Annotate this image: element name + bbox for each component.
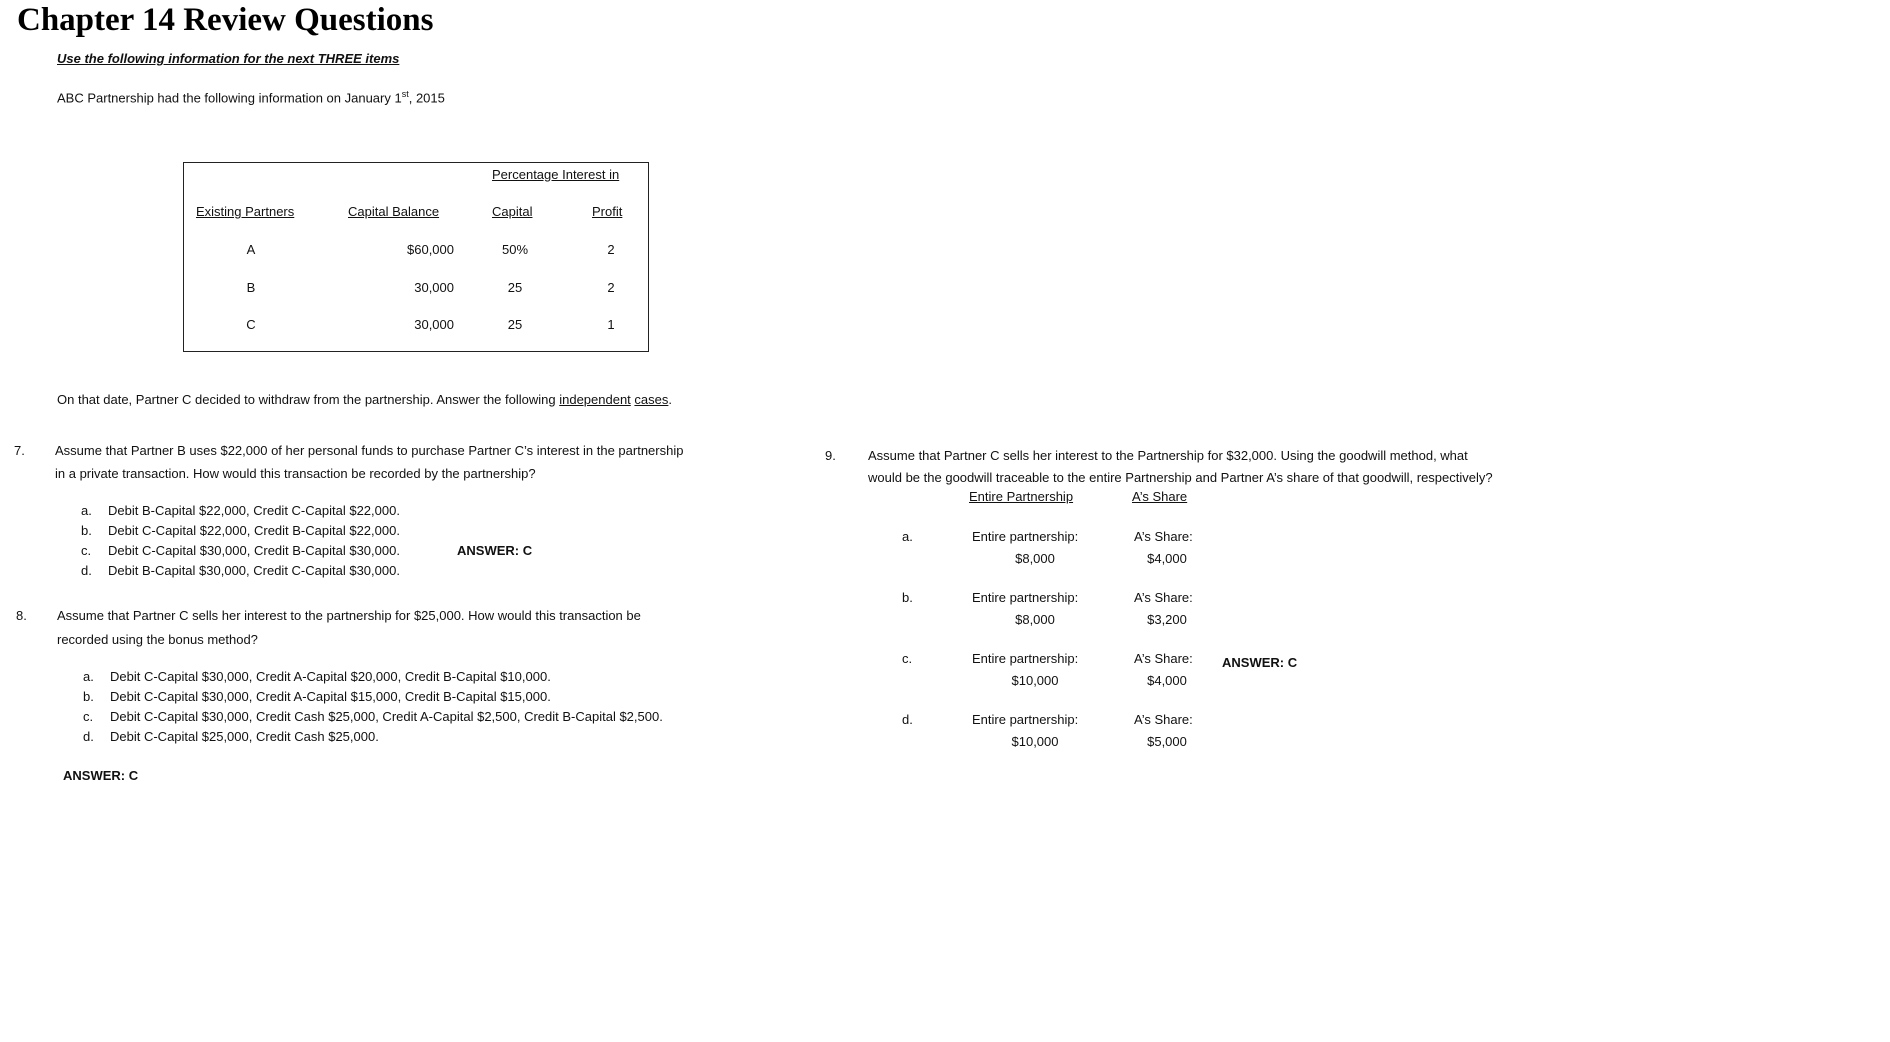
q9-line1: Assume that Partner C sells her interest to the Partnership for $32,000. Using the goodwill method, what [868, 448, 1468, 463]
q9-line2: would be the goodwill traceable to the entire Partnership and Partner A’s share of that goodwill, respectively? [868, 470, 1493, 485]
q8-line2: recorded using the bonus method? [57, 632, 258, 647]
q9-option-c-value2: $4,000 [1147, 673, 1187, 688]
q9-option-a-letter: a. [902, 529, 913, 544]
q9-option-b-letter: b. [902, 590, 913, 605]
row-c-capital: 25 [507, 317, 523, 332]
info-prefix: ABC Partnership had the following information on January 1 [57, 90, 402, 106]
q9-option-c-label2: A’s Share: [1134, 651, 1193, 666]
header-capital: Capital [492, 204, 533, 219]
q8-option-d-letter: d. [83, 729, 94, 744]
row-a-capital: 50% [501, 242, 529, 257]
withdraw-note-cases: cases [634, 392, 669, 407]
q9-option-c-letter: c. [902, 651, 913, 666]
row-a-partner: A [246, 242, 256, 257]
q7-option-a-letter: a. [81, 503, 92, 518]
q7-line2: in a private transaction. How would this transaction be recorded by the partnership? [55, 466, 536, 481]
q8-answer: ANSWER: C [63, 768, 139, 783]
q8-option-a-letter: a. [83, 669, 94, 684]
header-existing-partners: Existing Partners [196, 204, 295, 219]
q9-option-b-label1: Entire partnership: [972, 590, 1079, 605]
row-c-partner: C [246, 317, 256, 332]
q7-answer: ANSWER: C [457, 543, 533, 558]
q9-option-a-label2: A’s Share: [1134, 529, 1193, 544]
header-profit: Profit [592, 204, 623, 219]
row-b-partner: B [246, 280, 256, 295]
q7-option-b: Debit C-Capital $22,000, Credit B-Capital $22,000. [108, 523, 400, 538]
withdraw-note-text: On that date, Partner C decided to withdraw from the partnership. Answer the following [57, 392, 560, 407]
q9-option-a-value2: $4,000 [1147, 551, 1187, 566]
q8-option-b-letter: b. [83, 689, 94, 704]
row-b-balance: 30,000 [414, 280, 454, 295]
q9-option-c-value1: $10,000 [1011, 673, 1059, 688]
q8-option-d: Debit C-Capital $25,000, Credit Cash $25,000. [110, 729, 379, 744]
info-text [57, 89, 445, 105]
q9-number: 9. [825, 448, 836, 463]
header-capital-balance: Capital Balance [348, 204, 440, 219]
row-c-balance: 30,000 [414, 317, 454, 332]
q9-option-b-value1: $8,000 [1015, 612, 1055, 627]
q9-col2-header: A’s Share [1132, 489, 1188, 504]
q8-option-c: Debit C-Capital $30,000, Credit Cash $25,000, Credit A-Capital $2,500, Credit B-Capital $2,500. [110, 709, 663, 724]
q8-option-c-letter: c. [83, 709, 94, 724]
q7-option-c-letter: c. [81, 543, 92, 558]
q7-line1: Assume that Partner B uses $22,000 of her personal funds to purchase Partner C’s interest in the partnership [55, 443, 684, 458]
withdraw-note-independent: independent [559, 392, 631, 407]
q9-option-a-value1: $8,000 [1015, 551, 1055, 566]
q7-option-d: Debit B-Capital $30,000, Credit C-Capital $30,000. [108, 563, 400, 578]
q8-number: 8. [16, 608, 27, 623]
q7-option-b-letter: b. [81, 523, 92, 538]
q8-option-b: Debit C-Capital $30,000, Credit A-Capital $15,000, Credit B-Capital $15,000. [110, 689, 551, 704]
row-c-profit: 1 [607, 317, 615, 332]
page-title: Chapter 14 Review Questions [17, 2, 434, 38]
row-a-profit: 2 [607, 242, 615, 257]
q9-option-c-label1: Entire partnership: [972, 651, 1079, 666]
info-suffix: , 2015 [408, 90, 445, 106]
q9-option-a-label1: Entire partnership: [972, 529, 1079, 544]
q9-option-d-label2: A’s Share: [1134, 712, 1193, 727]
row-b-capital: 25 [507, 280, 523, 295]
q8-option-a: Debit C-Capital $30,000, Credit A-Capital $20,000, Credit B-Capital $10,000. [110, 669, 551, 684]
withdraw-note [57, 392, 672, 407]
table-group-header: Percentage Interest in [492, 167, 620, 182]
q9-option-d-letter: d. [902, 712, 913, 727]
q7-number: 7. [14, 443, 25, 458]
row-b-profit: 2 [607, 280, 615, 295]
q8-line1: Assume that Partner C sells her interest to the partnership for $25,000. How would this transaction be [57, 608, 641, 623]
q9-option-b-value2: $3,200 [1147, 612, 1187, 627]
q9-option-d-label1: Entire partnership: [972, 712, 1079, 727]
q7-option-c: Debit C-Capital $30,000, Credit B-Capital $30,000. [108, 543, 400, 558]
q7-option-d-letter: d. [81, 563, 92, 578]
row-a-balance: $60,000 [407, 242, 454, 257]
q9-option-d-value2: $5,000 [1147, 734, 1187, 749]
withdraw-note-end: . [668, 392, 673, 407]
q7-option-a: Debit B-Capital $22,000, Credit C-Capital $22,000. [108, 503, 400, 518]
q9-answer: ANSWER: C [1222, 655, 1298, 670]
q9-option-d-value1: $10,000 [1011, 734, 1059, 749]
instruction-text: Use the following information for the next THREE items [57, 51, 400, 66]
info-sup: st [401, 89, 409, 99]
q9-col1-header: Entire Partnership [969, 489, 1074, 504]
q9-option-b-label2: A’s Share: [1134, 590, 1193, 605]
